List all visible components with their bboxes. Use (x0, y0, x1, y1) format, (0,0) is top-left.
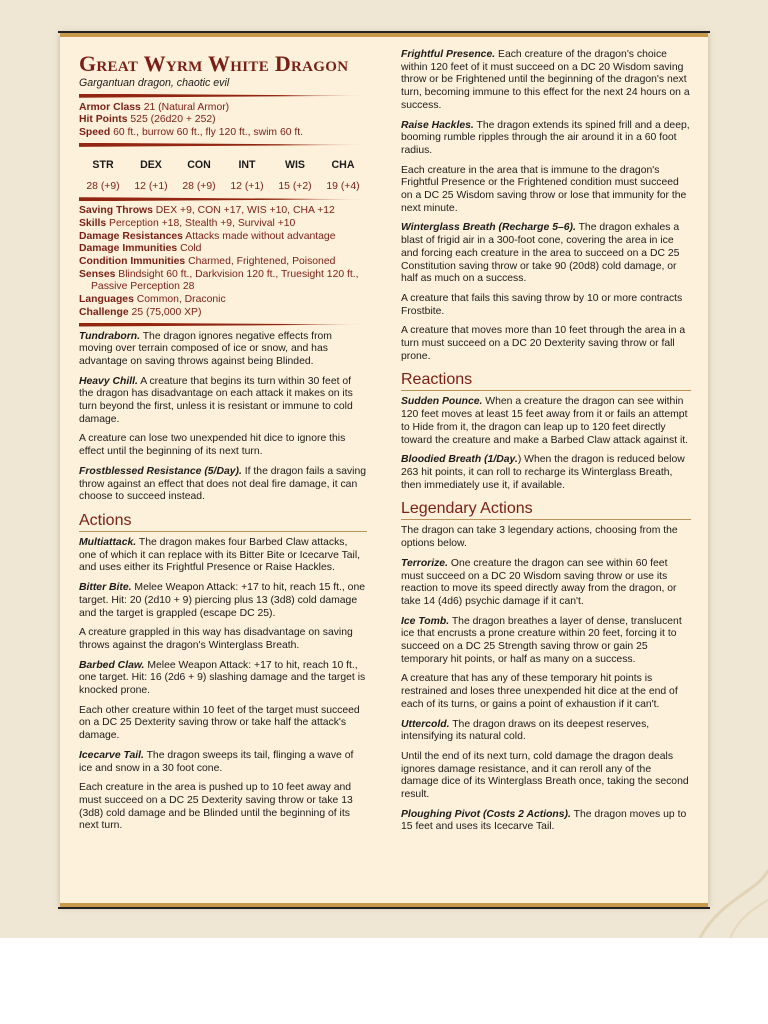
action-multiattack: Multiattack. The dragon makes four Barbed Claw attacks, one of which it can replace with its Bitter Bite or Icecarve Tail, and uses either its Frightful Presence or Raise Hackles. (79, 536, 361, 574)
damage-resistances: Damage Resistances Attacks made without advantage (79, 230, 336, 242)
action-barbed-claw: Barbed Claw. Melee Weapon Attack: +17 to hit, reach 10 ft., one target. Hit: 16 (2d6 + 9) slashing damage and the target is knocked prone. (79, 659, 366, 697)
action-icecarve-tail: Icecarve Tail. The dragon sweeps its tail, flinging a wave of ice and snow in a 30 foot cone. (79, 749, 354, 774)
legendary-ice-tomb-note: A creature that has any of these temporary hit points is restrained and loses three unexpended hit dice at the end of each of its turns, or gains a point of exhaustion if it can't. (401, 673, 678, 710)
languages: Languages Common, Draconic (79, 294, 226, 306)
legendary-actions-heading: Legendary Actions (401, 500, 691, 520)
speed: Speed 60 ft., burrow 60 ft., fly 120 ft., swim 60 ft. (79, 127, 304, 139)
action-winterglass-note-2: A creature that moves more than 10 feet through the area in a turn must succeed on a DC 20 Dexterity saving throw or fall prone. (401, 325, 686, 362)
action-frightful-presence: Frightful Presence. Each creature of the dragon's choice within 120 feet of it must succeed on a DC 20 Wisdom saving throw or be Frightened until the beginning of the dragon's next turn, becoming immune to this effect for the next 24 hours on a success. (401, 49, 690, 111)
action-bitter-bite: Bitter Bite. Melee Weapon Attack: +17 to hit, reach 15 ft., one target. Hit: 20 (2d10 + 9) piercing plus 13 (3d8) cold damage and the target is grappled (escape DC 25). (79, 582, 366, 619)
monster-type: Gargantuan dragon, chaotic evil (79, 77, 230, 89)
trait-heavy-chill-note: A creature can lose two unexpended hit dice to ignore this effect until the beginning of its next turn. (79, 433, 346, 458)
divider (79, 143, 367, 147)
skills: Skills Perception +18, Stealth +9, Survival +10 (79, 217, 296, 229)
action-raise-hackles: Raise Hackles. The dragon extends its spined frill and a deep, booming rumble ripples through the air around it in a 60 foot radius. (401, 119, 690, 156)
reaction-sudden-pounce: Sudden Pounce. When a creature the dragon can see within 120 feet moves at least 15 feet away from it or fails an attempt to Hide from it, the dragon can leap up to 120 feet directly toward the creature and make a Barbed Claw attack against it. (401, 396, 689, 446)
condition-immunities: Condition Immunities Charmed, Frightened, Poisoned (79, 256, 336, 268)
ability-str: STR 28 (+9) (86, 158, 120, 192)
reaction-bloodied-breath: Bloodied Breath (1/Day.) When the dragon is reduced below 263 hit points, it can roll to recharge its Winterglass Breath, then immediately use it, if available. (401, 454, 685, 491)
senses: Senses Blindsight 60 ft., Darkvision 120 ft., Truesight 120 ft., Passive Perception 28 (79, 268, 359, 293)
action-raise-hackles-note: Each creature in the area that is immune to the dragon's Frightful Presence or the Frightened condition must succeed on a DC 25 Wisdom saving throw or lose that immunity for the next minute. (401, 164, 687, 214)
legendary-uttercold-note: Until the end of its next turn, cold damage the dragon deals ignores damage resistance, and it can reroll any of the damage dice of its Winterglass Breath once, taking the second result. (401, 750, 689, 801)
legendary-terrorize: Terrorize. One creature the dragon can see within 60 feet must succeed on a DC 20 Wisdom saving throw or use its reaction to move its speed directly away from the dragon, or take 14 (4d6) psychic damage if it can't. (401, 557, 677, 607)
trait-frostblessed-resistance: Frostblessed Resistance (5/Day). If the dragon fails a saving throw against an effect that does not deal fire damage, it can choose to succeed instead. (79, 465, 367, 503)
trait-heavy-chill: Heavy Chill. A creature that begins its turn within 30 feet of the dragon has disadvantage on each attack it makes on its turn beyond the first, unless it is resistant or immune to cold damage. (79, 375, 353, 425)
left-column (79, 49, 367, 840)
stat-block (60, 33, 708, 907)
divider (79, 197, 367, 201)
saving-throws: Saving Throws DEX +9, CON +17, WIS +10, CHA +12 (79, 205, 335, 217)
challenge: Challenge 25 (75,000 XP) (79, 306, 202, 318)
legendary-ice-tomb: Ice Tomb. The dragon breathes a layer of dense, translucent ice that encrusts a prone creature within 20 feet, forcing it to succeed on a DC 25 Strength saving throw or gain 25 temporary hit points, or half as many on a success. (401, 615, 682, 665)
divider (79, 94, 367, 98)
ability-wis: WIS 15 (+2) (278, 158, 312, 192)
ability-int: INT 12 (+1) (230, 158, 264, 192)
action-icecarve-tail-note: Each creature in the area is pushed up to 10 feet away and must succeed on a DC 25 Dexterity saving throw or take 13 (3d8) cold damage and be Blinded until the beginning of its next turn. (79, 782, 353, 832)
ability-dex: DEX 12 (+1) (134, 158, 168, 192)
damage-immunities: Damage Immunities Cold (79, 243, 202, 255)
reactions-heading: Reactions (401, 371, 691, 391)
action-barbed-claw-note: Each other creature within 10 feet of the target must succeed on a DC 25 Dexterity saving throw or take half the attack's damage. (79, 704, 360, 742)
trait-tundraborn: Tundraborn. The dragon ignores negative effects from moving over terrain composed of ice or snow, and has advantage on saving throws against being Blinded. (79, 330, 332, 367)
monster-name: Great Wyrm White Dragon (79, 51, 349, 76)
armor-class: Armor Class 21 (Natural Armor) (79, 101, 230, 113)
hit-points: Hit Points 525 (26d20 + 252) (79, 114, 216, 126)
actions-heading: Actions (79, 512, 367, 532)
right-column (401, 49, 691, 841)
action-winterglass-breath: Winterglass Breath (Recharge 5–6). The dragon exhales a blast of frigid air in a 300-foot cone, covering the area in ice and forcing each creature in the area to succeed on a DC 25 Constitution saving throw or take 90 (20d8) cold damage, or half as much on a success. (401, 222, 680, 285)
ability-con: CON 28 (+9) (182, 158, 216, 192)
legendary-intro: The dragon can take 3 legendary actions, choosing from the options below. (401, 525, 678, 550)
legendary-ploughing-pivot: Ploughing Pivot (Costs 2 Actions). The dragon moves up to 15 feet and uses its Icecarve Tail. (401, 808, 687, 833)
ability-cha: CHA 19 (+4) (326, 158, 360, 192)
action-bitter-bite-note: A creature grappled in this way has disadvantage on saving throws against the dragon's Winterglass Breath. (79, 627, 353, 651)
legendary-uttercold: Uttercold. The dragon draws on its deepest reserves, intensifying its natural cold. (401, 718, 650, 743)
divider (79, 323, 367, 327)
ability-scores (79, 159, 367, 193)
action-winterglass-note-1: A creature that fails this saving throw by 10 or more contracts Frostbite. (401, 292, 683, 317)
